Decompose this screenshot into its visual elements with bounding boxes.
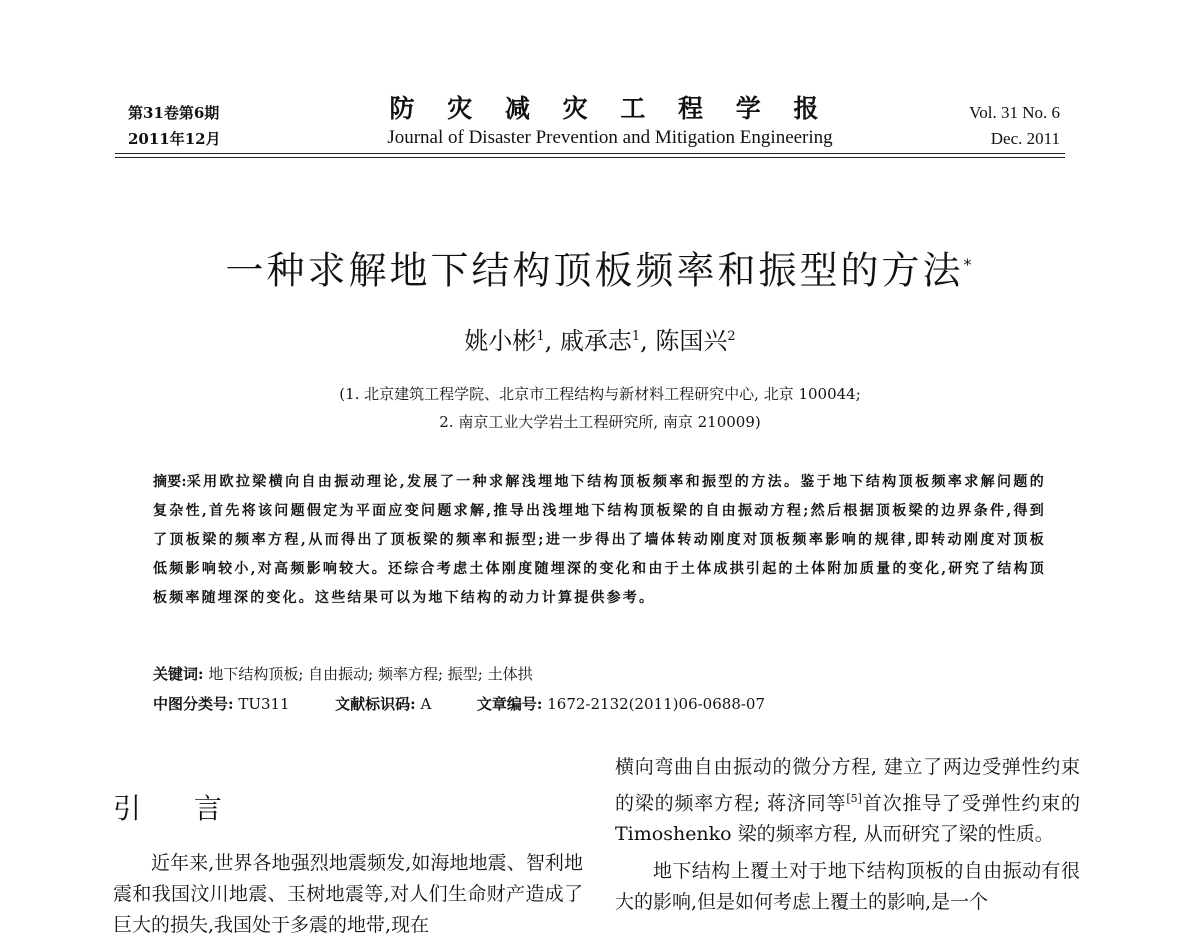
article-title-text: 一种求解地下结构顶板频率和振型的方法 — [225, 248, 964, 293]
affiliations — [0, 380, 1200, 436]
affiliation-2: 2. 南京工业大学岩土工程研究所, 南京 210009) — [439, 413, 761, 431]
abstract — [153, 468, 1046, 613]
journal-issue-en — [969, 100, 1060, 152]
abstract-label: 摘要: — [153, 474, 187, 490]
body-column-right — [615, 752, 1080, 918]
journal-title-cn: 防 灾 减 灾 工 程 学 报 — [389, 94, 831, 123]
keywords — [153, 660, 1053, 688]
date-en: Dec. 2011 — [990, 129, 1060, 148]
keywords-text: 地下结构顶板; 自由振动; 频率方程; 振型; 土体拱 — [208, 665, 533, 683]
body-column-left — [113, 848, 583, 941]
journal-issue-cn — [128, 100, 221, 152]
author-name: 陈国兴 — [655, 327, 728, 355]
doc-code-label: 文献标识码: — [335, 695, 416, 713]
author-name: 姚小彬 — [464, 327, 537, 355]
body-paragraph: 地下结构上覆土对于地下结构顶板的自由振动有很大的影响,但是如何考虑上覆土的影响,是一个 — [615, 860, 1080, 914]
article-no-label: 文章编号: — [476, 695, 543, 713]
author-affil: 1 — [536, 329, 545, 344]
volume-cn: 第31卷第6期 — [128, 104, 220, 122]
author-list: 姚小彬$^1$, 戚承志$^1$, 陈国兴$^2$ — [464, 327, 736, 355]
journal-title-block — [300, 92, 920, 150]
header-rule-thick — [115, 153, 1065, 154]
date-cn: 2011年12月 — [128, 130, 221, 148]
classification-line — [153, 690, 1053, 718]
section-heading-introduction: 引 言 — [113, 792, 244, 825]
header-rule-thin — [115, 157, 1065, 158]
author-name: 戚承志 — [559, 327, 632, 355]
body-text: 横向弯曲自由振动的微分方程, 建立了两边受弹性约束的梁的频率方程; 蒋济同等 — [615, 756, 1080, 815]
body-paragraph — [615, 752, 1080, 850]
author-affil: 2 — [727, 329, 736, 344]
citation-ref: [5] — [846, 792, 862, 805]
title-footnote-mark: * — [963, 255, 975, 274]
clc-value: TU311 — [238, 695, 290, 713]
clc-label: 中图分类号: — [153, 695, 234, 713]
doc-code-value: A — [420, 695, 432, 713]
abstract-text: 采用欧拉梁横向自由振动理论,发展了一种求解浅埋地下结构顶板频率和振型的方法。鉴于地下结构顶板频率求解问题的复杂性,首先将该问题假定为平面应变问题求解,推导出浅埋地下结构顶板梁的自由振动方程;然后根据顶板梁的边界条件,得到了顶板梁的频率方程,从而得出了顶板梁的频率和振型;进一步得出了墙体转动刚度对顶板频率影响的规律,即转动刚度对顶板低频影响较小,对高频影响较大。还综合考虑土体刚度随埋深的变化和由于土体成拱引起的土体附加质量的变化,研究了结构顶板频率随埋深的变化。这些结果可以为地下结构的动力计算提供参考。 — [153, 474, 1046, 606]
author-affil: 1 — [631, 329, 641, 344]
article-title — [0, 240, 1200, 296]
volume-en: Vol. 31 No. 6 — [969, 103, 1060, 122]
article-no-value: 1672-2132(2011)06-0688-07 — [547, 695, 766, 713]
keywords-label: 关键词: — [153, 665, 204, 683]
body-text: 首次推导了受弹性约束的 Timoshenko 梁的频率方程, 从而研究了梁的性质。 — [615, 792, 1080, 846]
affiliation-1: (1. 北京建筑工程学院、北京市工程结构与新材料工程研究中心, 北京 100044; — [339, 385, 861, 403]
journal-title-en: Journal of Disaster Prevention and Mitigation Engineering — [387, 127, 833, 148]
body-paragraph: 近年来,世界各地强烈地震频发,如海地地震、智利地震和我国汶川地震、玉树地震等,对人们生命财产造成了巨大的损失,我国处于多震的地带,现在 — [113, 852, 583, 936]
